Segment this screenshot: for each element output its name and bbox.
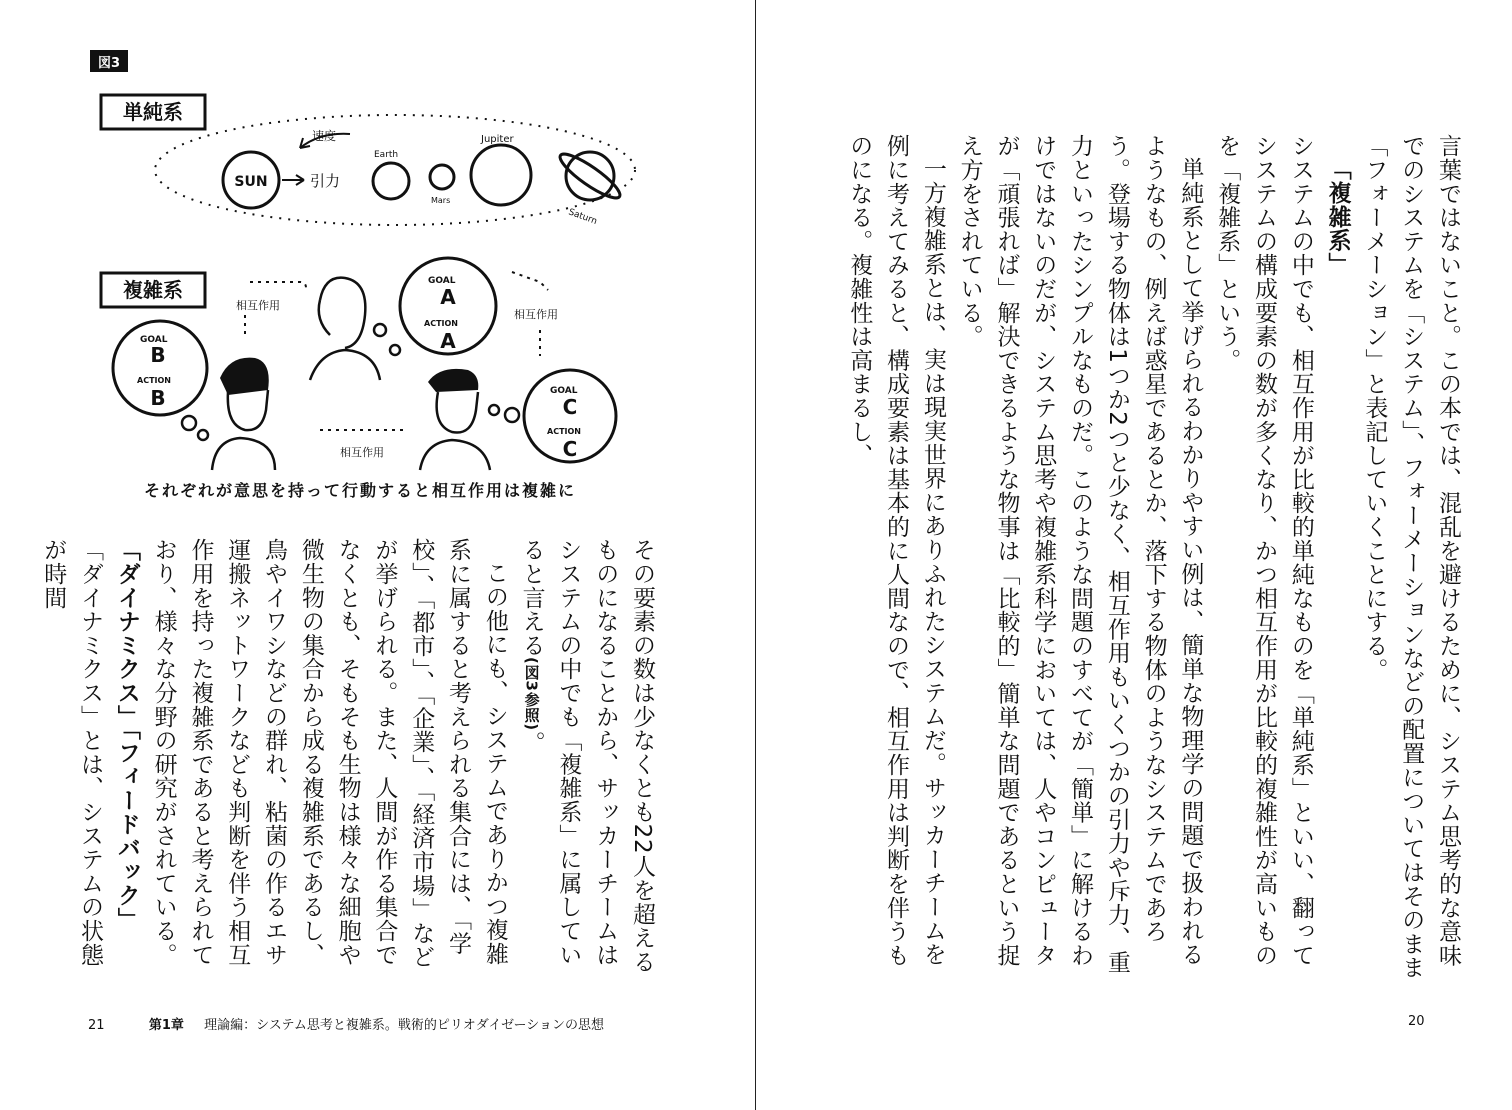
goal-c-goal: GOAL [550,386,578,396]
left-paragraph-3: 「ダイナミクス」とは、システムの状態が時間 [40,538,104,967]
goal-a-letter: A [440,285,456,309]
figure-caption: それぞれが意思を持って行動すると相互作用は複雑に [143,481,577,500]
mars-label: Mars [431,196,451,205]
jupiter-label: Jupiter [481,134,514,145]
jupiter-circle [471,145,531,205]
figure-illustration [0,0,755,520]
left-page-number: 21 [88,1018,105,1033]
mars-circle [430,165,454,189]
action-c-label: ACTION [547,427,581,436]
left-body-text [40,538,660,978]
person-3-cap [428,369,478,392]
right-paragraph-1: 言葉ではないこと。この本では、混乱を避けるために、システム思考的な意味でのシステムを「システム」、フォーメーションなどの配置についてはそのまま「フォーメーション」と表記していくことにする。 [1361,134,1461,980]
goal-a-goal: GOAL [428,276,456,286]
action-c-letter: C [562,437,578,461]
action-a-letter: A [440,329,456,353]
action-b-label: ACTION [137,376,171,385]
interaction-arrow-1 [250,282,306,288]
person-1-hair [220,358,269,395]
interaction-label-2: 相互作用 [514,308,558,321]
interaction-label-3: 相互作用 [340,446,384,459]
earth-label: Earth [374,150,399,160]
right-body-text [846,134,1466,984]
left-footer [88,1014,604,1033]
action-a-label: ACTION [424,319,458,328]
action-b-letter: B [150,386,166,410]
left-paragraph-2: この他にも、システムでありかつ複雑系に属すると考えられる集合には、「学校」、「都市」、「企業」、「経済市場」などが挙げられる。また、人間が作る集合でなくとも、そもそも生物は様々な細胞や微生物の集合から成る複雑系であるし、鳥やイワシなどの群れ、粘菌の作るエサ運搬ネットワークなども判断を伴う相互作用を持った複雑系であると考えられており、様々な分野の研究がされている。 [150,538,508,969]
left-paragraph-1: その要素の数は少なくとも22人を超えるものになることから、サッカーチームはシステムの中でも「複雑系」に属していると言える(図3参照)。 [518,538,655,974]
interaction-arrow-2 [512,272,548,290]
simple-system-label: 単純系 [123,100,183,124]
goal-b-goal: GOAL [140,335,168,345]
speed-label: 速度 [312,129,337,143]
interaction-label-1: 相互作用 [236,299,280,312]
person-1-face [228,390,268,430]
right-page [756,0,1512,1110]
saturn-label: Saturn [566,207,599,227]
earth-circle [373,163,409,199]
right-paragraph-3: 単純系として挙げられるわかりやすい例は、簡単な物理学の問題で扱われるようなもの、例えば惑星であるとか、落下する物体のようなシステムであろう。登場する物体は1つか2つと少なく、相互作用もいくつかの引力や斥力、重力といったシンプルなものだ。このような問題のすべてが「簡単」に解けるわけではないのだが、システム思考や複雑系科学においては、人やコンピュータが「頑張れば」解決できるような物事は「比較的」簡単な問題であるという捉え方をされている。 [956,134,1204,975]
complex-system-label: 複雑系 [123,278,183,302]
goal-c-letter: C [562,395,578,419]
chapter-number: 第1章 [148,1018,184,1033]
section-heading-dynamics: 「ダイナミクス」「フィードバック」 [113,538,140,932]
chapter-title: 理論編：システム思考と複雑系。戦術的ピリオダイゼーションの思想 [204,1018,605,1033]
right-page-number: 20 [1408,1014,1425,1029]
sun-label: SUN [234,174,268,190]
goal-b-letter: B [150,343,166,367]
right-paragraph-4: 一方複雑系とは、実は現実世界にありふれたシステムだ。サッカーチームを例に考えてみると、構成要素は基本的に人間なので、相互作用は判断を伴うものになる。複雑性は高まるし、 [846,134,946,967]
figure-reference: (図3参照) [522,657,541,731]
figure-label: 図3 [90,50,128,72]
gravity-label: 引力 [310,172,341,190]
section-heading-complex: 「複雑系」 [1324,157,1351,276]
right-paragraph-2: システムの中でも、相互作用が比較的単純なものを「単純系」といい、翻ってシステムの構成要素の数が多くなり、かつ相互作用が比較的複雑性が高いものを「複雑系」という。 [1214,134,1314,967]
person-2-head [320,278,365,348]
